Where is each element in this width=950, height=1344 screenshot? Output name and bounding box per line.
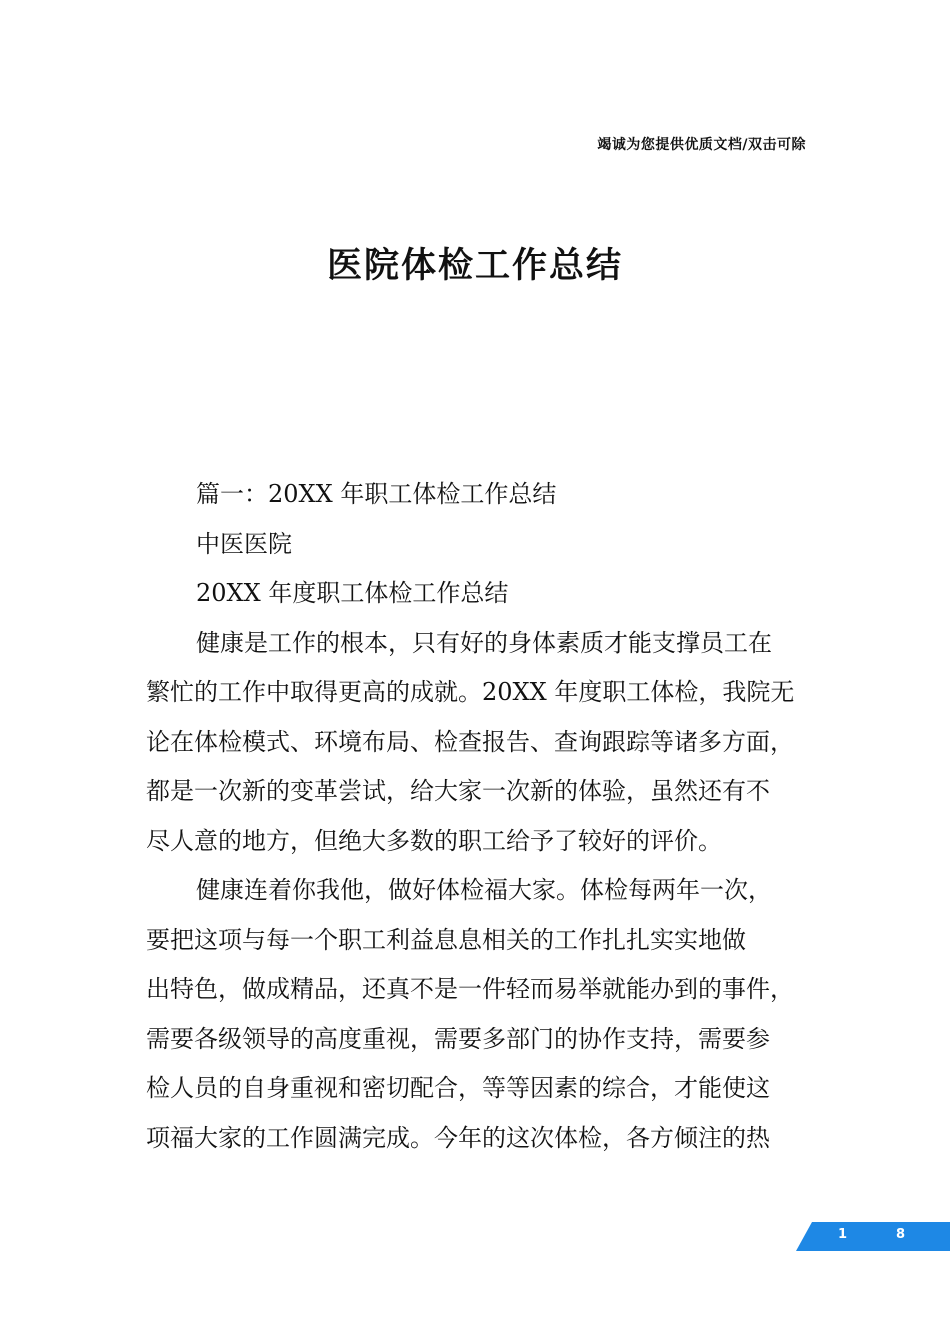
page-total-number: 8 xyxy=(896,1227,906,1242)
header-note: 竭诚为您提供优质文档/双击可除 xyxy=(597,137,806,153)
page-current-number: 1 xyxy=(838,1227,848,1242)
paragraph-line: 项福大家的工作圆满完成。今年的这次体检，各方倾注的热 xyxy=(146,1123,770,1152)
paragraph-line: 繁忙的工作中取得更高的成就。20XX 年度职工体检，我院无 xyxy=(146,678,795,706)
paragraph-line: 需要各级领导的高度重视，需要多部门的协作支持，需要参 xyxy=(146,1024,770,1053)
document-body xyxy=(146,470,806,1163)
paragraph-line: 出特色，做成精品，还真不是一件轻而易举就能办到的事件， xyxy=(146,975,794,1003)
paragraph-line: 论在体检模式、环境布局、检查报告、查询跟踪等诸多方面， xyxy=(146,727,794,756)
paragraph-line: 健康是工作的根本，只有好的身体素质才能支撑员工在 xyxy=(196,628,772,657)
paragraph-line: 都是一次新的变革尝试，给大家一次新的体验，虽然还有不 xyxy=(146,777,770,805)
section-heading: 篇一：20XX 年职工体检工作总结 xyxy=(196,480,557,508)
paragraph-line: 健康连着你我他，做好体检福大家。体检每两年一次， xyxy=(196,876,772,904)
page-badge-shape xyxy=(796,1222,950,1251)
subtitle-line: 20XX 年度职工体检工作总结 xyxy=(196,579,509,607)
document-title: 医院体检工作总结 xyxy=(326,246,623,286)
paragraph-line: 检人员的自身重视和密切配合，等等因素的综合，才能使这 xyxy=(146,1074,770,1102)
organization-line: 中医医院 xyxy=(196,529,292,558)
paragraph-line: 要把这项与每一个职工利益息息相关的工作扎扎实实地做 xyxy=(146,925,746,954)
page-indicator xyxy=(796,1222,950,1251)
paragraph-line: 尽人意的地方，但绝大多数的职工给予了较好的评价。 xyxy=(146,826,722,855)
